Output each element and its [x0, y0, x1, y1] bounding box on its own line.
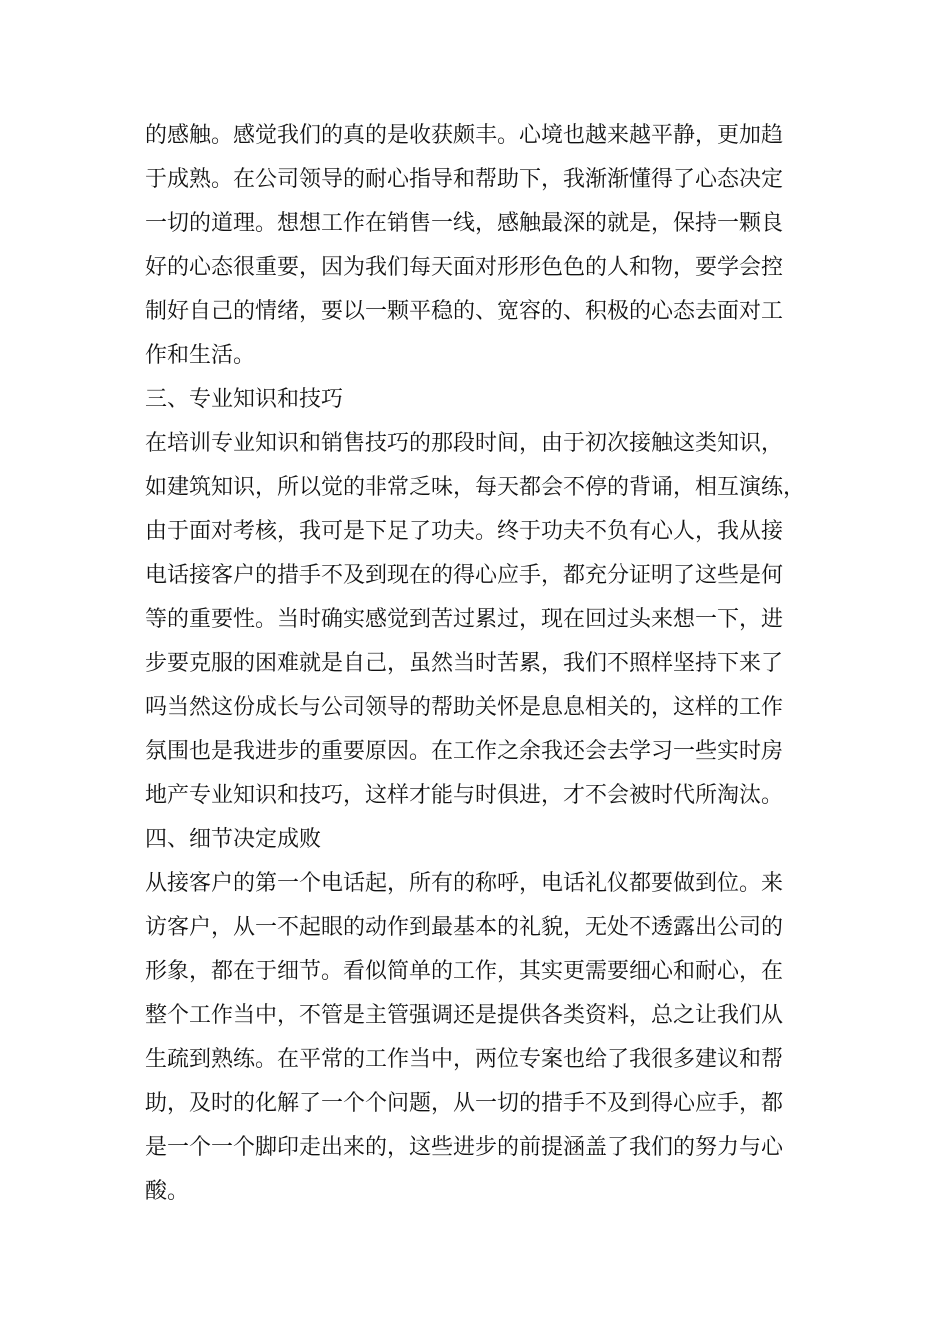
paragraph-line: 等的重要性。当时确实感觉到苦过累过，现在回过头来想一下，进 — [145, 607, 784, 632]
paragraph — [145, 422, 817, 818]
paragraph-line: 形象，都在于细节。看似简单的工作，其实更需要细心和耐心，在 — [145, 959, 784, 984]
paragraph-line: 步要克服的困难就是自己，虽然当时苦累，我们不照样坚持下来了 — [145, 651, 784, 676]
paragraph-line: 吗当然这份成长与公司领导的帮助关怀是息息相关的，这样的工作 — [145, 695, 784, 720]
paragraph-line: 助，及时的化解了一个个问题，从一切的措手不及到得心应手，都 — [145, 1091, 784, 1116]
paragraph-line: 于成熟。在公司领导的耐心指导和帮助下，我渐渐懂得了心态决定 — [145, 167, 784, 192]
paragraph-line: 制好自己的情绪，要以一颗平稳的、宽容的、积极的心态去面对工 — [145, 299, 784, 324]
document-body — [145, 114, 817, 1214]
paragraph — [145, 114, 817, 378]
paragraph-line: 地产专业知识和技巧，这样才能与时俱进，才不会被时代所淘汰。 — [145, 783, 784, 808]
paragraph — [145, 862, 817, 1214]
section-heading — [145, 378, 817, 422]
paragraph-line: 好的心态很重要，因为我们每天面对形形色色的人和物，要学会控 — [145, 255, 784, 280]
paragraph-line: 由于面对考核，我可是下足了功夫。终于功夫不负有心人，我从接 — [145, 519, 784, 544]
paragraph-line: 的感触。感觉我们的真的是收获颇丰。心境也越来越平静，更加趋 — [145, 123, 784, 148]
paragraph-line: 如建筑知识，所以觉的非常乏味，每天都会不停的背诵，相互演练， — [145, 475, 806, 500]
heading-text: 三、专业知识和技巧 — [145, 387, 344, 412]
section-heading — [145, 818, 817, 862]
paragraph-line: 生疏到熟练。在平常的工作当中，两位专案也给了我很多建议和帮 — [145, 1047, 784, 1072]
paragraph-line: 电话接客户的措手不及到现在的得心应手，都充分证明了这些是何 — [145, 563, 784, 588]
paragraph-line: 从接客户的第一个电话起，所有的称呼，电话礼仪都要做到位。来 — [145, 871, 784, 896]
paragraph-line: 作和生活。 — [145, 343, 256, 368]
paragraph-line: 一切的道理。想想工作在销售一线，感触最深的就是，保持一颗良 — [145, 211, 784, 236]
paragraph-line: 访客户，从一不起眼的动作到最基本的礼貌，无处不透露出公司的 — [145, 915, 784, 940]
heading-text: 四、细节决定成败 — [145, 827, 322, 852]
paragraph-line: 在培训专业知识和销售技巧的那段时间，由于初次接触这类知识， — [145, 431, 784, 456]
paragraph-line: 是一个一个脚印走出来的，这些进步的前提涵盖了我们的努力与心 — [145, 1135, 784, 1160]
paragraph-line: 酸。 — [145, 1179, 190, 1204]
paragraph-line: 整个工作当中，不管是主管强调还是提供各类资料，总之让我们从 — [145, 1003, 784, 1028]
paragraph-line: 氛围也是我进步的重要原因。在工作之余我还会去学习一些实时房 — [145, 739, 784, 764]
